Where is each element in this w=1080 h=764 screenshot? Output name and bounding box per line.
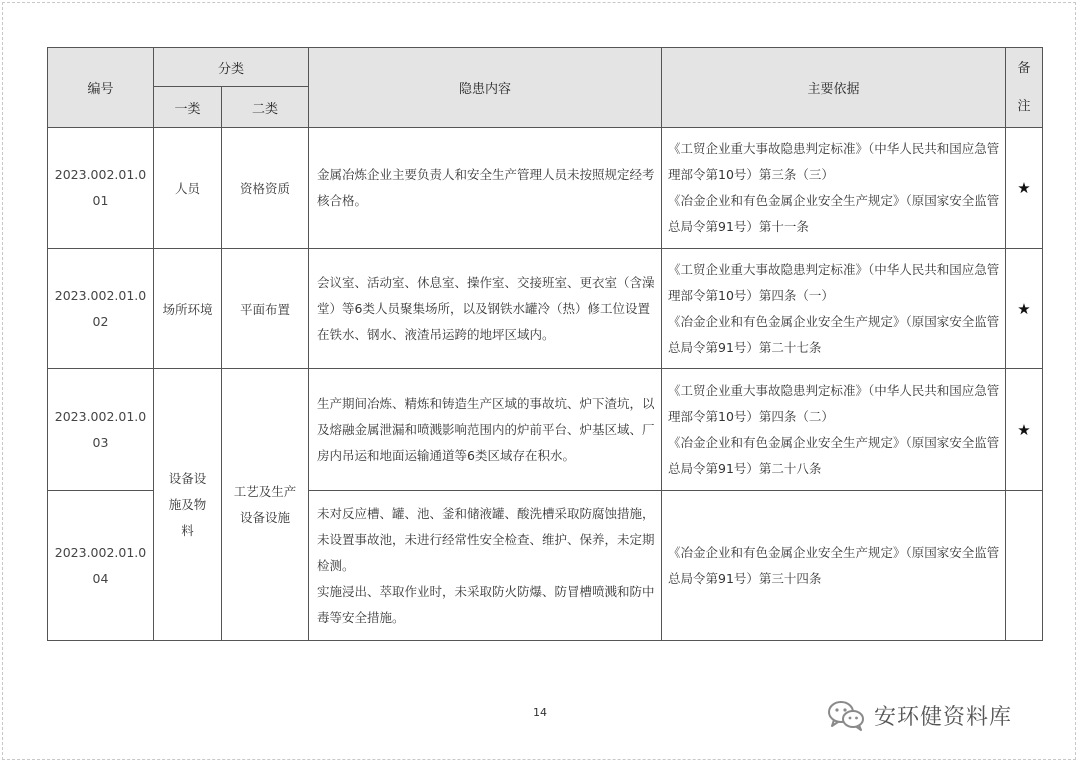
row-hazard: 金属冶炼企业主要负责人和安全生产管理人员未按照规定经考核合格。 [309, 128, 662, 249]
row-category-1: 设备设施及物料 [154, 369, 222, 641]
row-basis [662, 369, 1006, 491]
header-category-2: 二类 [222, 87, 309, 128]
row-code-line-1: 2023.002.01.0 [54, 544, 147, 560]
row-hazard [309, 491, 662, 641]
basis-item: 《冶金企业和有色金属企业安全生产规定》（原国家安全监管总局令第91号）第三十四条 [668, 544, 1000, 586]
row-code [48, 249, 154, 369]
row-category-1: 场所环境 [154, 249, 222, 369]
row-hazard: 会议室、活动室、休息室、操作室、交接班室、更衣室（含澡堂）等6类人员聚集场所，以及钢铁水罐冷（热）修工位设置在铁水、钢水、液渣吊运跨的地坪区域内。 [309, 249, 662, 369]
row-basis [662, 128, 1006, 249]
header-code: 编号 [48, 48, 154, 128]
watermark-text: 安环健资料库 [874, 704, 1013, 730]
basis-item: 《冶金企业和有色金属企业安全生产规定》（原国家安全监管总局令第91号）第十一条 [668, 193, 1000, 234]
major-hazard-star-icon: ★ [1006, 369, 1043, 491]
header-basis: 主要依据 [662, 48, 1006, 128]
header-note [1006, 48, 1043, 128]
row-code [48, 369, 154, 491]
wechat-logo-icon [826, 699, 866, 731]
row-note [1006, 491, 1043, 641]
table-row [48, 128, 1043, 249]
row-code [48, 128, 154, 249]
row-hazard: 生产期间冶炼、精炼和铸造生产区域的事故坑、炉下渣坑，以及熔融金属泄漏和喷溅影响范围内的炉前平台、炉基区域、厂房内吊运和地面运输通道等6类区域存在积水。 [309, 369, 662, 491]
page-number: 14 [533, 706, 547, 719]
header-category-1: 一类 [154, 87, 222, 128]
row-code [48, 491, 154, 641]
row-category-2: 工艺及生产设备设施 [222, 369, 309, 641]
basis-item: 《冶金企业和有色金属企业安全生产规定》（原国家安全监管总局令第91号）第二十七条 [668, 313, 1000, 355]
row-code-line-1: 2023.002.01.0 [54, 287, 147, 303]
header-note-line-2: 注 [1017, 98, 1031, 114]
row-code-line-1: 2023.002.01.0 [54, 167, 147, 182]
row-basis [662, 249, 1006, 369]
header-note-line-1: 备 [1017, 60, 1031, 76]
header-category: 分类 [154, 48, 309, 87]
row-code-line-2: 02 [92, 313, 109, 329]
row-code-line-1: 2023.002.01.0 [54, 408, 147, 424]
hazard-paragraph: 实施浸出、萃取作业时，未采取防火防爆、防冒槽喷溅和防中毒等安全措施。 [317, 583, 655, 625]
header-hazard: 隐患内容 [309, 48, 662, 128]
basis-item: 《工贸企业重大事故隐患判定标准》（中华人民共和国应急管理部令第10号）第四条（二） [668, 382, 1000, 424]
major-hazard-star-icon: ★ [1006, 249, 1043, 369]
table-row [48, 369, 1043, 491]
hazard-paragraph: 未对反应槽、罐、池、釜和储液罐、酸洗槽采取防腐蚀措施，未设置事故池，未进行经常性安全检查、维护、保养，未定期检测。 [317, 505, 655, 573]
row-category-2: 平面布置 [222, 249, 309, 369]
row-code-line-2: 04 [92, 570, 109, 586]
row-code-line-2: 01 [92, 193, 109, 208]
row-code-line-2: 03 [92, 434, 109, 450]
hazard-table [47, 47, 1043, 641]
row-category-2: 资格资质 [222, 128, 309, 249]
watermark [826, 697, 1012, 733]
basis-item: 《工贸企业重大事故隐患判定标准》（中华人民共和国应急管理部令第10号）第四条（一） [668, 261, 1000, 303]
row-basis [662, 491, 1006, 641]
basis-item: 《工贸企业重大事故隐患判定标准》（中华人民共和国应急管理部令第10号）第三条（三） [668, 141, 1000, 182]
row-category-1: 人员 [154, 128, 222, 249]
table-row [48, 249, 1043, 369]
major-hazard-star-icon: ★ [1006, 128, 1043, 249]
basis-item: 《冶金企业和有色金属企业安全生产规定》（原国家安全监管总局令第91号）第二十八条 [668, 434, 1000, 476]
